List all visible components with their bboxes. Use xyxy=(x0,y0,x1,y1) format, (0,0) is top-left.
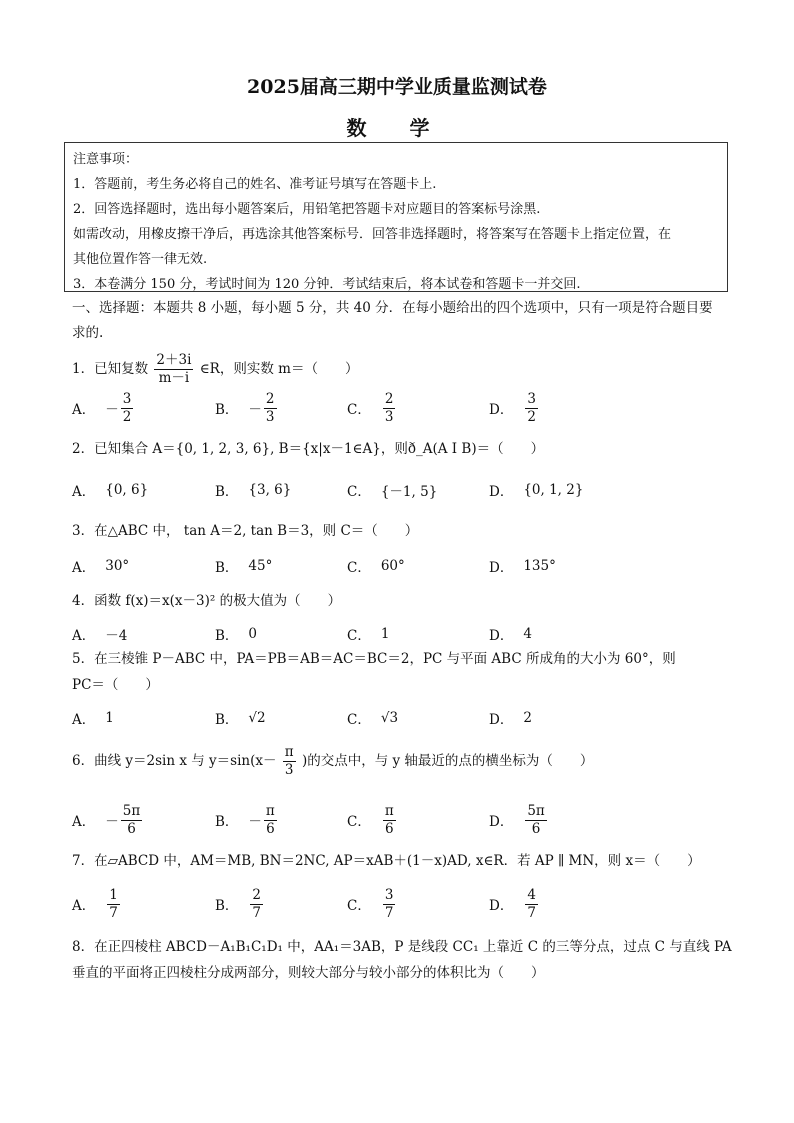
notice-line: 其他位置作答一律无效. xyxy=(73,252,208,267)
section-line: 求的. xyxy=(72,325,104,341)
fraction-numerator: 3 xyxy=(384,886,394,903)
question-2 xyxy=(72,436,732,462)
fraction-denominator: 6 xyxy=(127,820,136,837)
question-stem: )的交点中，与 y 轴最近的点的横坐标为（ ） xyxy=(301,753,594,769)
option-letter: D． xyxy=(489,628,514,644)
notice-line: 如需改动，用橡皮擦干净后，再选涂其他答案标号．回答非选择题时，将答案写在答题卡上指定位置，在 xyxy=(73,227,672,242)
option-text: {0, 6} xyxy=(105,482,149,498)
fraction-denominator: 3 xyxy=(384,408,394,425)
question-8 xyxy=(72,934,732,986)
option-letter: C． xyxy=(347,560,371,576)
fraction xyxy=(121,391,134,426)
option-c[interactable] xyxy=(347,470,437,510)
option-letter: B． xyxy=(215,628,239,644)
question-stem: 1．已知复数 xyxy=(72,361,149,377)
fraction-denominator: 3 xyxy=(284,762,294,778)
option-text: √2 xyxy=(248,710,266,726)
fraction-numerator: 2 xyxy=(384,390,394,407)
option-letter: A． xyxy=(72,898,96,914)
option-letter: D． xyxy=(489,560,514,576)
option-letter: A． xyxy=(72,628,96,644)
option-letter: C． xyxy=(347,712,371,728)
question-stem: 垂直的平面将正四棱柱分成两部分，则较大部分与较小部分的体积比为（ ） xyxy=(72,965,545,981)
option-d[interactable] xyxy=(489,884,540,924)
option-letter: A． xyxy=(72,814,96,830)
fraction xyxy=(250,887,263,922)
option-letter: A． xyxy=(72,560,96,576)
fraction-numerator: 2＋3i xyxy=(156,352,192,368)
fraction xyxy=(525,391,538,426)
fraction xyxy=(264,803,277,838)
option-a[interactable] xyxy=(72,470,148,510)
option-text: 135° xyxy=(523,558,556,574)
option-letter: A． xyxy=(72,712,96,728)
options-q3 xyxy=(72,546,732,586)
option-letter: D． xyxy=(489,898,514,914)
option-a[interactable] xyxy=(72,800,144,840)
option-letter: D． xyxy=(489,712,514,728)
option-letter: D． xyxy=(489,402,514,418)
fraction-denominator: 3 xyxy=(265,408,275,425)
option-text: 1 xyxy=(105,710,114,726)
fraction-numerator: 5π xyxy=(122,802,141,819)
notice-heading: 注意事项： xyxy=(73,152,139,167)
option-letter: B． xyxy=(215,898,239,914)
fraction xyxy=(154,352,193,387)
option-c[interactable] xyxy=(347,546,405,586)
option-letter: B． xyxy=(215,560,239,576)
option-text: 1 xyxy=(380,626,390,642)
fraction-denominator: 7 xyxy=(109,904,118,921)
options-q5 xyxy=(72,698,732,738)
fraction-denominator: 7 xyxy=(252,904,262,921)
option-text: {3, 6} xyxy=(248,482,292,498)
option-a[interactable] xyxy=(72,388,135,428)
question-stem: 2．已知集合 A＝{0, 1, 2, 3, 6}, B＝{x|x－1∈A}，则ð_A(A I B)＝（ ） xyxy=(72,441,545,457)
option-letter: C． xyxy=(347,814,371,830)
fraction xyxy=(121,803,142,838)
options-q6 xyxy=(72,800,732,840)
fraction xyxy=(264,391,277,426)
option-letter: C． xyxy=(347,628,371,644)
fraction-denominator: m－i xyxy=(158,370,190,386)
notice-line: 1．答题前，考生务必将自己的姓名、准考证号填写在答题卡上. xyxy=(73,177,437,192)
option-a[interactable] xyxy=(72,546,129,586)
fraction-denominator: 7 xyxy=(384,904,394,921)
fraction xyxy=(383,803,396,838)
notice-line: 2．回答选择题时，选出每小题答案后，用铅笔把答题卡对应题目的答案标号涂黑. xyxy=(73,202,541,217)
option-letter: B． xyxy=(215,484,239,500)
fraction-denominator: 7 xyxy=(527,904,536,921)
fraction-denominator: 6 xyxy=(384,820,394,837)
option-letter: C． xyxy=(347,402,371,418)
option-text: 2 xyxy=(523,710,532,726)
question-6 xyxy=(72,744,732,779)
option-text: 60° xyxy=(380,558,405,574)
question-5 xyxy=(72,646,732,698)
fraction-numerator: 4 xyxy=(527,886,536,903)
fraction-numerator: 2 xyxy=(252,886,262,903)
option-b[interactable] xyxy=(215,698,266,738)
fraction xyxy=(283,744,296,779)
option-b[interactable] xyxy=(215,546,272,586)
fraction xyxy=(525,887,538,922)
option-c[interactable] xyxy=(347,388,397,428)
fraction-numerator: π xyxy=(284,744,294,760)
option-a[interactable] xyxy=(72,884,122,924)
option-letter: B． xyxy=(215,814,239,830)
question-stem: 8．在正四棱柱 ABCD－A₁B₁C₁D₁ 中，AA₁＝3AB，P 是线段 CC₁ 上靠近 C 的三等分点，过点 C 与直线 PA xyxy=(72,939,732,955)
option-c[interactable] xyxy=(347,884,397,924)
fraction-numerator: 5π xyxy=(527,802,545,819)
option-b[interactable] xyxy=(215,884,265,924)
option-b[interactable] xyxy=(215,800,279,840)
option-text: －4 xyxy=(105,628,128,644)
option-b[interactable] xyxy=(215,470,291,510)
option-sign: － xyxy=(105,402,119,418)
section-line: 一、选择题：本题共 8 小题，每小题 5 分，共 40 分．在每小题给出的四个选项中，只有一项是符合题目要 xyxy=(72,300,713,316)
question-1 xyxy=(72,352,732,387)
options-q1 xyxy=(72,388,732,428)
question-stem: 6．曲线 y＝2sin x 与 y＝sin(x－ xyxy=(72,753,277,769)
option-text: 4 xyxy=(523,626,532,642)
fraction-denominator: 2 xyxy=(527,408,536,425)
subject-title: 数 学 xyxy=(346,116,448,140)
fraction xyxy=(525,803,546,838)
option-letter: C． xyxy=(347,898,371,914)
option-text: 0 xyxy=(248,626,258,642)
fraction xyxy=(383,391,396,426)
question-stem: PC＝（ ） xyxy=(72,677,159,693)
question-stem: 7．在▱ABCD 中，AM＝MB, BN＝2NC, AP＝xAB＋(1－x)AD, x∈R．若 AP ∥ MN，则 x＝（ ） xyxy=(72,853,701,869)
fraction-numerator: π xyxy=(384,802,394,819)
option-letter: D． xyxy=(489,484,514,500)
option-d[interactable] xyxy=(489,388,540,428)
fraction-numerator: π xyxy=(265,802,275,819)
fraction-denominator: 2 xyxy=(122,408,132,425)
option-letter: B． xyxy=(215,402,239,418)
question-7 xyxy=(72,848,732,874)
question-stem: 3．在△ABC 中， tan A＝2, tan B＝3，则 C＝（ ） xyxy=(72,523,419,539)
fraction-denominator: 6 xyxy=(266,820,275,837)
fraction xyxy=(383,887,396,922)
fraction-numerator: 3 xyxy=(527,390,536,407)
option-letter: C． xyxy=(347,484,371,500)
option-d[interactable] xyxy=(489,546,556,586)
option-text: 45° xyxy=(248,558,273,574)
fraction-numerator: 1 xyxy=(109,886,118,903)
options-q2 xyxy=(72,470,732,510)
question-stem: 5．在三棱锥 P－ABC 中，PA＝PB＝AB＝AC＝BC＝2，PC 与平面 ABC 所成角的大小为 60°，则 xyxy=(72,651,676,667)
option-text: {－1, 5} xyxy=(380,484,438,500)
fraction xyxy=(107,887,120,922)
exam-title: 2025届高三期中学业质量监测试卷 xyxy=(247,76,547,98)
fraction-numerator: 3 xyxy=(122,390,132,407)
option-d[interactable] xyxy=(489,698,532,738)
option-sign: － xyxy=(248,402,262,418)
option-text: √3 xyxy=(380,710,399,726)
option-c[interactable] xyxy=(347,800,398,840)
question-stem: ∈R，则实数 m＝（ ） xyxy=(199,361,359,377)
notice-box xyxy=(64,142,728,292)
notice-line: 3．本卷满分 150 分，考试时间为 120 分钟．考试结束后，将本试卷和答题卡一并交回. xyxy=(73,277,581,292)
option-b[interactable] xyxy=(215,388,279,428)
option-a[interactable] xyxy=(72,698,114,738)
option-d[interactable] xyxy=(489,470,583,510)
fraction-numerator: 2 xyxy=(265,390,275,407)
options-q7 xyxy=(72,884,732,924)
question-stem: 4．函数 f(x)＝x(x－3)² 的极大值为（ ） xyxy=(72,593,342,609)
question-4 xyxy=(72,588,732,614)
option-c[interactable] xyxy=(347,698,398,738)
fraction-denominator: 6 xyxy=(531,820,541,837)
option-letter: A． xyxy=(72,402,96,418)
option-d[interactable] xyxy=(489,800,549,840)
section-instructions xyxy=(72,296,732,346)
option-text: {0, 1, 2} xyxy=(523,482,584,498)
option-sign: － xyxy=(248,814,262,830)
option-sign: － xyxy=(105,814,119,830)
question-3 xyxy=(72,518,732,544)
option-letter: D． xyxy=(489,814,514,830)
option-letter: B． xyxy=(215,712,239,728)
option-letter: A． xyxy=(72,484,96,500)
option-text: 30° xyxy=(105,558,130,574)
